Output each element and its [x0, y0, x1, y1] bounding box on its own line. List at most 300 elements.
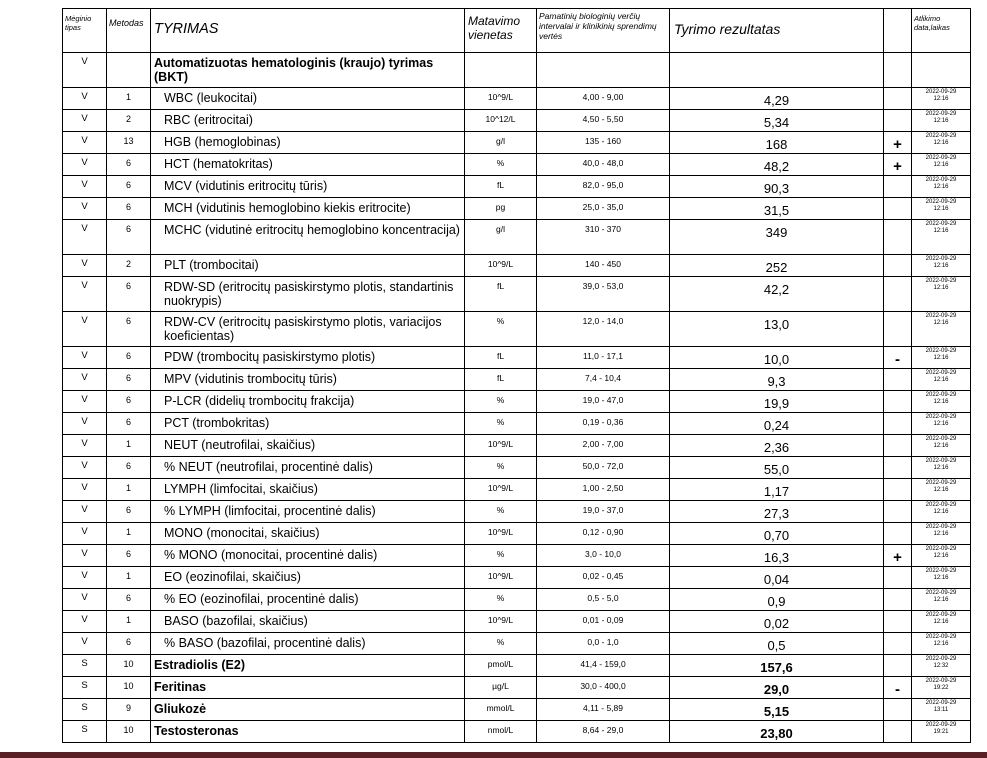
- time-text: 12:16: [933, 118, 949, 124]
- datetime-cell: [912, 369, 971, 391]
- time-text: 12:16: [933, 228, 949, 234]
- table-row: [63, 88, 971, 110]
- flag-cell: [884, 413, 912, 435]
- table-row: [63, 110, 971, 132]
- unit-cell: g/l: [465, 132, 537, 154]
- unit-cell: g/l: [465, 220, 537, 255]
- method-cell: 6: [107, 391, 151, 413]
- test-name-cell: NEUT (neutrofilai, skaičius): [151, 435, 465, 457]
- sample-type-cell: V: [63, 88, 107, 110]
- test-name-cell: PDW (trombocitų pasiskirstymo plotis): [151, 347, 465, 369]
- datetime-cell: [912, 88, 971, 110]
- table-row: [63, 391, 971, 413]
- flag-cell: +: [884, 154, 912, 176]
- unit-cell: %: [465, 413, 537, 435]
- bottom-bar: [0, 752, 987, 758]
- result-cell: 168: [670, 132, 884, 154]
- test-name-cell: Feritinas: [151, 677, 465, 699]
- reference-cell: 0,12 - 0,90: [537, 523, 670, 545]
- header-datetime: Atlikimo data,laikas: [912, 9, 971, 53]
- method-cell: 1: [107, 523, 151, 545]
- time-text: 12:16: [933, 377, 949, 383]
- date-text: 2022-09-29: [925, 177, 957, 183]
- datetime-cell: [912, 545, 971, 567]
- method-cell: 1: [107, 567, 151, 589]
- test-name-cell: P-LCR (didelių trombocitų frakcija): [151, 391, 465, 413]
- result-cell: 349: [670, 220, 884, 255]
- sample-type-cell: V: [63, 176, 107, 198]
- sample-type-cell: V: [63, 545, 107, 567]
- sample-type-cell: V: [63, 413, 107, 435]
- test-name-cell: RDW-SD (eritrocitų pasiskirstymo plotis, standartinis nuokrypis): [151, 277, 465, 312]
- date-text: 2022-09-29: [925, 480, 957, 486]
- result-cell: 0,9: [670, 589, 884, 611]
- result-cell: 0,24: [670, 413, 884, 435]
- reference-cell: 30,0 - 400,0: [537, 677, 670, 699]
- result-cell: 48,2: [670, 154, 884, 176]
- time-text: 12:16: [933, 465, 949, 471]
- flag-cell: [884, 589, 912, 611]
- method-cell: 6: [107, 277, 151, 312]
- sample-type-cell: V: [63, 312, 107, 347]
- test-name-cell: MCH (vidutinis hemoglobino kiekis eritrocite): [151, 198, 465, 220]
- table-row: [63, 545, 971, 567]
- flag-cell: [884, 110, 912, 132]
- result-cell: 252: [670, 255, 884, 277]
- method-cell: 6: [107, 220, 151, 255]
- unit-cell: fL: [465, 176, 537, 198]
- table-row: [63, 677, 971, 699]
- unit-cell: 10^9/L: [465, 255, 537, 277]
- table-row: [63, 611, 971, 633]
- sample-type-cell: S: [63, 677, 107, 699]
- result-cell: 42,2: [670, 277, 884, 312]
- flag-cell: [884, 220, 912, 255]
- sample-type-cell: V: [63, 479, 107, 501]
- flag-cell: +: [884, 132, 912, 154]
- result-cell: 29,0: [670, 677, 884, 699]
- method-cell: 6: [107, 457, 151, 479]
- unit-cell: fL: [465, 369, 537, 391]
- reference-cell: 0,0 - 1,0: [537, 633, 670, 655]
- datetime-cell: [912, 457, 971, 479]
- result-cell: 2,36: [670, 435, 884, 457]
- datetime-cell: [912, 255, 971, 277]
- datetime-cell: [912, 391, 971, 413]
- datetime-cell: [912, 132, 971, 154]
- date-text: 2022-09-29: [925, 436, 957, 442]
- unit-cell: %: [465, 312, 537, 347]
- table-row: [63, 721, 971, 743]
- time-text: 12:16: [933, 531, 949, 537]
- reference-cell: 19,0 - 37,0: [537, 501, 670, 523]
- date-text: 2022-09-29: [925, 678, 957, 684]
- header-test: TYRIMAS: [151, 9, 465, 53]
- header-result: Tyrimo rezultatas: [670, 9, 884, 53]
- reference-cell: 50,0 - 72,0: [537, 457, 670, 479]
- unit-cell: fL: [465, 347, 537, 369]
- section-flag-cell: [884, 53, 912, 88]
- sample-type-cell: V: [63, 154, 107, 176]
- result-cell: 0,5: [670, 633, 884, 655]
- result-cell: 1,17: [670, 479, 884, 501]
- test-name-cell: HCT (hematokritas): [151, 154, 465, 176]
- date-text: 2022-09-29: [925, 221, 957, 227]
- sample-type-cell: V: [63, 277, 107, 312]
- test-name-cell: MONO (monocitai, skaičius): [151, 523, 465, 545]
- time-text: 12:16: [933, 184, 949, 190]
- flag-cell: [884, 567, 912, 589]
- date-text: 2022-09-29: [925, 502, 957, 508]
- unit-cell: µg/L: [465, 677, 537, 699]
- date-text: 2022-09-29: [925, 700, 957, 706]
- table-row: [63, 312, 971, 347]
- datetime-cell: [912, 479, 971, 501]
- unit-cell: %: [465, 545, 537, 567]
- flag-cell: [884, 457, 912, 479]
- time-text: 12:16: [933, 443, 949, 449]
- method-cell: 1: [107, 435, 151, 457]
- test-name-cell: MCHC (vidutinė eritrocitų hemoglobino koncentracija): [151, 220, 465, 255]
- test-name-cell: % BASO (bazofilai, procentinė dalis): [151, 633, 465, 655]
- method-cell: 10: [107, 677, 151, 699]
- result-cell: 19,9: [670, 391, 884, 413]
- sample-type-cell: V: [63, 633, 107, 655]
- table-row: [63, 255, 971, 277]
- time-text: 12:32: [933, 663, 949, 669]
- method-cell: 6: [107, 369, 151, 391]
- time-text: 12:16: [933, 399, 949, 405]
- date-text: 2022-09-29: [925, 133, 957, 139]
- test-name-cell: MCV (vidutinis eritrocitų tūris): [151, 176, 465, 198]
- time-text: 12:16: [933, 553, 949, 559]
- method-cell: 10: [107, 721, 151, 743]
- time-text: 12:16: [933, 162, 949, 168]
- date-text: 2022-09-29: [925, 656, 957, 662]
- table-row: [63, 435, 971, 457]
- result-cell: 157,6: [670, 655, 884, 677]
- test-name-cell: RDW-CV (eritrocitų pasiskirstymo plotis, variacijos koeficientas): [151, 312, 465, 347]
- method-cell: 1: [107, 479, 151, 501]
- header-flag: [884, 9, 912, 53]
- reference-cell: 0,19 - 0,36: [537, 413, 670, 435]
- datetime-cell: [912, 677, 971, 699]
- date-text: 2022-09-29: [925, 313, 957, 319]
- flag-cell: [884, 721, 912, 743]
- result-cell: 55,0: [670, 457, 884, 479]
- date-text: 2022-09-29: [925, 278, 957, 284]
- table-row: [63, 457, 971, 479]
- test-name-cell: Gliukozė: [151, 699, 465, 721]
- test-name-cell: LYMPH (limfocitai, skaičius): [151, 479, 465, 501]
- datetime-cell: [912, 413, 971, 435]
- datetime-cell: [912, 567, 971, 589]
- reference-cell: 0,01 - 0,09: [537, 611, 670, 633]
- result-cell: 31,5: [670, 198, 884, 220]
- result-cell: 9,3: [670, 369, 884, 391]
- method-cell: 1: [107, 88, 151, 110]
- method-cell: 2: [107, 110, 151, 132]
- flag-cell: [884, 255, 912, 277]
- result-cell: 23,80: [670, 721, 884, 743]
- flag-cell: [884, 523, 912, 545]
- unit-cell: nmol/L: [465, 721, 537, 743]
- method-cell: 6: [107, 589, 151, 611]
- section-unit-cell: [465, 53, 537, 88]
- unit-cell: 10^12/L: [465, 110, 537, 132]
- test-name-cell: PCT (trombokritas): [151, 413, 465, 435]
- date-text: 2022-09-29: [925, 111, 957, 117]
- method-cell: 1: [107, 611, 151, 633]
- date-text: 2022-09-29: [925, 392, 957, 398]
- result-cell: 0,70: [670, 523, 884, 545]
- flag-cell: +: [884, 545, 912, 567]
- sample-type-cell: V: [63, 611, 107, 633]
- time-text: 12:16: [933, 355, 949, 361]
- test-name-cell: PLT (trombocitai): [151, 255, 465, 277]
- table-row: [63, 132, 971, 154]
- unit-cell: 10^9/L: [465, 611, 537, 633]
- result-cell: 90,3: [670, 176, 884, 198]
- method-cell: 6: [107, 176, 151, 198]
- section-date-cell: [912, 53, 971, 88]
- section-method-cell: [107, 53, 151, 88]
- sample-type-cell: V: [63, 110, 107, 132]
- time-text: 12:16: [933, 641, 949, 647]
- table-row: [63, 655, 971, 677]
- section-title: Automatizuotas hematologinis (kraujo) tyrimas (BKT): [151, 53, 465, 88]
- unit-cell: %: [465, 589, 537, 611]
- header-sample-type: Mėginio tipas: [63, 9, 107, 53]
- unit-cell: pg: [465, 198, 537, 220]
- sample-type-cell: S: [63, 699, 107, 721]
- date-text: 2022-09-29: [925, 199, 957, 205]
- time-text: 12:16: [933, 320, 949, 326]
- time-text: 12:16: [933, 96, 949, 102]
- flag-cell: [884, 198, 912, 220]
- result-cell: 0,04: [670, 567, 884, 589]
- method-cell: 2: [107, 255, 151, 277]
- datetime-cell: [912, 154, 971, 176]
- table-row: [63, 220, 971, 255]
- reference-cell: 135 - 160: [537, 132, 670, 154]
- result-cell: 13,0: [670, 312, 884, 347]
- date-text: 2022-09-29: [925, 722, 957, 728]
- test-name-cell: % LYMPH (limfocitai, procentinė dalis): [151, 501, 465, 523]
- test-name-cell: EO (eozinofilai, skaičius): [151, 567, 465, 589]
- test-name-cell: Testosteronas: [151, 721, 465, 743]
- result-cell: 27,3: [670, 501, 884, 523]
- sample-type-cell: S: [63, 655, 107, 677]
- sample-type-cell: V: [63, 347, 107, 369]
- unit-cell: 10^9/L: [465, 479, 537, 501]
- method-cell: 6: [107, 198, 151, 220]
- result-cell: 5,15: [670, 699, 884, 721]
- time-text: 12:16: [933, 421, 949, 427]
- method-cell: 9: [107, 699, 151, 721]
- time-text: 12:16: [933, 597, 949, 603]
- reference-cell: 310 - 370: [537, 220, 670, 255]
- table-row: [63, 347, 971, 369]
- reference-cell: 8,64 - 29,0: [537, 721, 670, 743]
- reference-cell: 2,00 - 7,00: [537, 435, 670, 457]
- time-text: 12:16: [933, 285, 949, 291]
- method-cell: 6: [107, 312, 151, 347]
- method-cell: 6: [107, 347, 151, 369]
- sample-type-cell: V: [63, 255, 107, 277]
- section-row: [63, 53, 971, 88]
- sample-type-cell: V: [63, 369, 107, 391]
- reference-cell: 140 - 450: [537, 255, 670, 277]
- date-text: 2022-09-29: [925, 524, 957, 530]
- unit-cell: %: [465, 457, 537, 479]
- time-text: 19:21: [933, 729, 949, 735]
- sample-type-cell: V: [63, 501, 107, 523]
- datetime-cell: [912, 220, 971, 255]
- unit-cell: pmol/L: [465, 655, 537, 677]
- date-text: 2022-09-29: [925, 612, 957, 618]
- result-cell: 16,3: [670, 545, 884, 567]
- test-name-cell: BASO (bazofilai, skaičius): [151, 611, 465, 633]
- method-cell: 6: [107, 154, 151, 176]
- date-text: 2022-09-29: [925, 348, 957, 354]
- sample-type-cell: V: [63, 589, 107, 611]
- reference-cell: 82,0 - 95,0: [537, 176, 670, 198]
- result-cell: 5,34: [670, 110, 884, 132]
- test-name-cell: % NEUT (neutrofilai, procentinė dalis): [151, 457, 465, 479]
- method-cell: 13: [107, 132, 151, 154]
- test-name-cell: Estradiolis (E2): [151, 655, 465, 677]
- lab-results-table: [62, 8, 971, 743]
- reference-cell: 19,0 - 47,0: [537, 391, 670, 413]
- time-text: 12:16: [933, 575, 949, 581]
- date-text: 2022-09-29: [925, 568, 957, 574]
- datetime-cell: [912, 633, 971, 655]
- date-text: 2022-09-29: [925, 89, 957, 95]
- unit-cell: 10^9/L: [465, 523, 537, 545]
- datetime-cell: [912, 435, 971, 457]
- time-text: 12:16: [933, 509, 949, 515]
- date-text: 2022-09-29: [925, 155, 957, 161]
- table-row: [63, 413, 971, 435]
- result-cell: 0,02: [670, 611, 884, 633]
- datetime-cell: [912, 655, 971, 677]
- test-name-cell: % MONO (monocitai, procentinė dalis): [151, 545, 465, 567]
- header-reference: Pamatinių biologinių verčių intervalai ir klinikinių sprendimų vertės: [537, 9, 670, 53]
- date-text: 2022-09-29: [925, 546, 957, 552]
- date-text: 2022-09-29: [925, 414, 957, 420]
- method-cell: 10: [107, 655, 151, 677]
- sample-type-cell: S: [63, 721, 107, 743]
- method-cell: 6: [107, 633, 151, 655]
- test-name-cell: HGB (hemoglobinas): [151, 132, 465, 154]
- datetime-cell: [912, 277, 971, 312]
- unit-cell: 10^9/L: [465, 567, 537, 589]
- date-text: 2022-09-29: [925, 590, 957, 596]
- time-text: 13:11: [933, 707, 949, 713]
- reference-cell: 11,0 - 17,1: [537, 347, 670, 369]
- time-text: 12:16: [933, 619, 949, 625]
- flag-cell: [884, 633, 912, 655]
- time-text: 12:16: [933, 140, 949, 146]
- method-cell: 6: [107, 413, 151, 435]
- table-row: [63, 699, 971, 721]
- time-text: 12:16: [933, 206, 949, 212]
- test-name-cell: RBC (eritrocitai): [151, 110, 465, 132]
- datetime-cell: [912, 699, 971, 721]
- flag-cell: [884, 655, 912, 677]
- header-unit: Matavimo vienetas: [465, 9, 537, 53]
- reference-cell: 3,0 - 10,0: [537, 545, 670, 567]
- sample-type-cell: V: [63, 198, 107, 220]
- date-text: 2022-09-29: [925, 256, 957, 262]
- sample-type-cell: V: [63, 457, 107, 479]
- flag-cell: [884, 435, 912, 457]
- sample-type-cell: V: [63, 567, 107, 589]
- unit-cell: 10^9/L: [465, 435, 537, 457]
- sample-type-cell: V: [63, 220, 107, 255]
- flag-cell: [884, 391, 912, 413]
- time-text: 12:16: [933, 487, 949, 493]
- date-text: 2022-09-29: [925, 370, 957, 376]
- test-name-cell: MPV (vidutinis trombocitų tūris): [151, 369, 465, 391]
- datetime-cell: [912, 721, 971, 743]
- flag-cell: -: [884, 347, 912, 369]
- test-name-cell: WBC (leukocitai): [151, 88, 465, 110]
- section-result-cell: [670, 53, 884, 88]
- method-cell: 6: [107, 545, 151, 567]
- sample-type-cell: V: [63, 132, 107, 154]
- datetime-cell: [912, 198, 971, 220]
- datetime-cell: [912, 176, 971, 198]
- table-row: [63, 479, 971, 501]
- unit-cell: %: [465, 391, 537, 413]
- datetime-cell: [912, 110, 971, 132]
- sample-type-cell: V: [63, 523, 107, 545]
- reference-cell: 4,00 - 9,00: [537, 88, 670, 110]
- unit-cell: mmol/L: [465, 699, 537, 721]
- flag-cell: [884, 369, 912, 391]
- flag-cell: [884, 312, 912, 347]
- reference-cell: 4,11 - 5,89: [537, 699, 670, 721]
- datetime-cell: [912, 312, 971, 347]
- unit-cell: %: [465, 633, 537, 655]
- method-cell: 6: [107, 501, 151, 523]
- reference-cell: 1,00 - 2,50: [537, 479, 670, 501]
- datetime-cell: [912, 501, 971, 523]
- header-method: Metodas: [107, 9, 151, 53]
- reference-cell: 40,0 - 48,0: [537, 154, 670, 176]
- table-row: [63, 277, 971, 312]
- datetime-cell: [912, 347, 971, 369]
- reference-cell: 41,4 - 159,0: [537, 655, 670, 677]
- table-row: [63, 369, 971, 391]
- sample-type-cell: V: [63, 391, 107, 413]
- header-row: [63, 9, 971, 53]
- flag-cell: [884, 88, 912, 110]
- section-ref-cell: [537, 53, 670, 88]
- table-row: [63, 589, 971, 611]
- reference-cell: 4,50 - 5,50: [537, 110, 670, 132]
- flag-cell: [884, 277, 912, 312]
- datetime-cell: [912, 523, 971, 545]
- result-cell: 4,29: [670, 88, 884, 110]
- table-row: [63, 176, 971, 198]
- reference-cell: 39,0 - 53,0: [537, 277, 670, 312]
- table-row: [63, 501, 971, 523]
- reference-cell: 7,4 - 10,4: [537, 369, 670, 391]
- reference-cell: 0,5 - 5,0: [537, 589, 670, 611]
